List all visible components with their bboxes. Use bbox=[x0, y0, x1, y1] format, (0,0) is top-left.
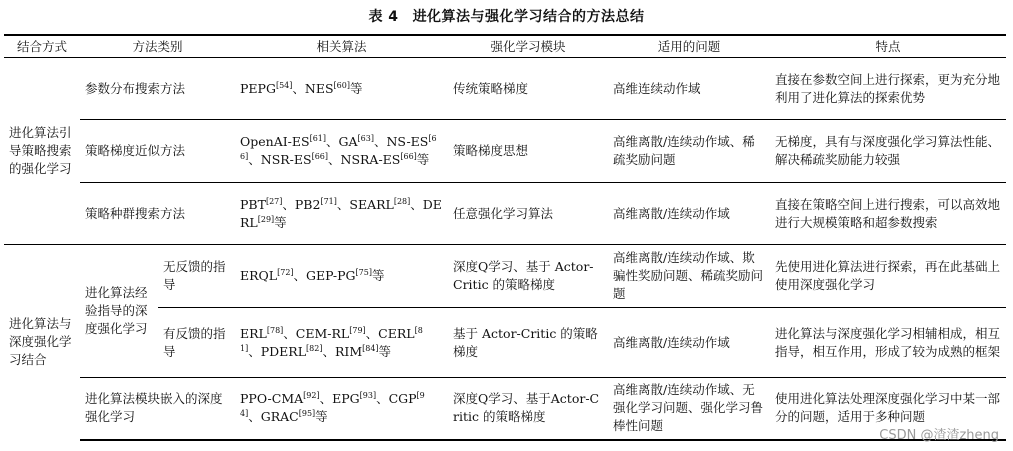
separator: 、 bbox=[322, 343, 335, 359]
reference-marker: [63] bbox=[357, 133, 374, 143]
header-category: 方法类别 bbox=[80, 35, 235, 58]
algorithm-name: NS-ES bbox=[386, 134, 429, 149]
rl-module-cell: 任意强化学习算法 bbox=[448, 183, 608, 245]
etc-suffix: 等 bbox=[378, 343, 392, 359]
category-cell: 策略种群搜索方法 bbox=[80, 183, 235, 245]
algorithms-cell bbox=[235, 58, 448, 120]
reference-marker: [61] bbox=[309, 133, 327, 143]
header-feature: 特点 bbox=[770, 35, 1006, 58]
etc-suffix: 等 bbox=[315, 409, 328, 425]
rl-module-cell: 策略梯度思想 bbox=[448, 120, 608, 183]
methods-table bbox=[4, 34, 1006, 441]
reference-marker: [84] bbox=[362, 343, 379, 353]
table-row bbox=[4, 245, 1006, 308]
algorithms-cell bbox=[235, 378, 448, 440]
problem-cell: 高维离散/连续动作域、欺骗性奖励问题、稀疏奖励问题 bbox=[608, 245, 770, 308]
subgroup-name-cell: 进化算法模块嵌入的深度强化学习 bbox=[80, 378, 235, 440]
reference-marker: [66] bbox=[311, 151, 328, 161]
problem-cell: 高维离散/连续动作域、无强化学习问题、强化学习鲁棒性问题 bbox=[608, 378, 770, 440]
separator: 、 bbox=[373, 134, 387, 149]
feature-cell: 使用进化算法处理深度强化学习中某一部分的问题，适用于多种问题 bbox=[770, 378, 1006, 440]
table-row bbox=[4, 378, 1006, 440]
feature-cell: 直接在参数空间上进行探索，更为充分地利用了进化算法的探索优势 bbox=[770, 58, 1006, 120]
reference-marker: [94] bbox=[240, 391, 425, 419]
header-rl-module: 强化学习模块 bbox=[448, 35, 608, 58]
header-algorithms: 相关算法 bbox=[235, 35, 448, 58]
separator: 、 bbox=[248, 409, 261, 425]
reference-marker: [81] bbox=[240, 325, 423, 353]
table-row bbox=[4, 120, 1006, 183]
feature-cell: 先使用进化算法进行探索，再在此基础上使用深度强化学习 bbox=[770, 245, 1006, 308]
reference-marker: [93] bbox=[359, 391, 377, 401]
header-combination: 结合方式 bbox=[4, 35, 80, 58]
reference-marker: [78] bbox=[266, 325, 284, 335]
algorithm-name: CEM-RL bbox=[295, 325, 350, 341]
reference-marker: [79] bbox=[349, 325, 366, 335]
group-name-cell: 进化算法引导策略搜索的强化学习 bbox=[4, 58, 80, 245]
algorithm-name: EPG bbox=[332, 391, 360, 407]
algorithms-cell bbox=[235, 120, 448, 183]
algorithm-name: GRAC bbox=[260, 409, 299, 425]
algorithm-name: CGP bbox=[388, 391, 417, 407]
separator: 、 bbox=[336, 196, 350, 212]
reference-marker: [95] bbox=[298, 409, 316, 419]
header-row bbox=[4, 35, 1006, 58]
table-title: 进化算法与强化学习结合的方法总结 bbox=[412, 9, 645, 25]
algorithm-name: GEP-PG bbox=[306, 268, 356, 283]
algorithm-name: CERL bbox=[378, 325, 415, 341]
algorithm-name: PB2 bbox=[294, 196, 321, 212]
reference-marker: [66] bbox=[400, 151, 417, 161]
header-problem: 适用的问题 bbox=[608, 35, 770, 58]
reference-marker: [71] bbox=[320, 196, 337, 206]
reference-marker: [28] bbox=[393, 196, 411, 206]
rl-module-cell: 基于 Actor-Critic 的策略梯度 bbox=[448, 308, 608, 378]
separator: 、 bbox=[365, 325, 379, 341]
algorithm-name: RIM bbox=[334, 343, 363, 359]
category-cell: 参数分布搜索方法 bbox=[80, 58, 235, 120]
rl-module-cell: 深度Q学习、基于Actor-Critic 的策略梯度 bbox=[448, 378, 608, 440]
table-caption bbox=[0, 6, 1013, 26]
separator: 、 bbox=[292, 80, 305, 96]
reference-marker: [82] bbox=[306, 343, 323, 353]
reference-marker: [54] bbox=[275, 80, 293, 90]
rl-module-cell: 传统策略梯度 bbox=[448, 58, 608, 120]
algorithm-name: NES bbox=[304, 80, 334, 96]
separator: 、 bbox=[248, 152, 261, 167]
table-row bbox=[4, 183, 1006, 245]
algorithms-cell bbox=[235, 308, 448, 378]
algorithm-name: PDERL bbox=[260, 343, 307, 359]
table-row bbox=[4, 58, 1006, 120]
feature-cell: 直接在策略空间上进行搜索，可以高效地进行大规模策略和超参数搜索 bbox=[770, 183, 1006, 245]
feature-cell: 进化算法与深度强化学习相辅相成，相互指导，相互作用，形成了较为成熟的框架 bbox=[770, 308, 1006, 378]
reference-marker: [60] bbox=[333, 80, 350, 90]
category-cell: 策略梯度近似方法 bbox=[80, 120, 235, 183]
algorithm-name: SEARL bbox=[349, 196, 394, 212]
etc-suffix: 等 bbox=[274, 214, 287, 230]
algorithm-name: NSRA-ES bbox=[340, 152, 401, 167]
etc-suffix: 等 bbox=[349, 80, 363, 96]
subgroup-name-cell: 进化算法经验指导的深度强化学习 bbox=[80, 245, 158, 378]
algorithm-name: PEPG bbox=[240, 80, 276, 96]
subcategory-cell: 无反馈的指导 bbox=[158, 245, 235, 308]
algorithms-cell bbox=[235, 183, 448, 245]
problem-cell: 高维离散/连续动作域 bbox=[608, 183, 770, 245]
etc-suffix: 等 bbox=[416, 152, 430, 167]
reference-marker: [29] bbox=[257, 214, 275, 224]
separator: 、 bbox=[319, 391, 333, 407]
algorithm-name: DERL bbox=[240, 196, 442, 230]
algorithm-name: NSR-ES bbox=[260, 152, 312, 167]
separator: 、 bbox=[293, 268, 307, 283]
reference-marker: [27] bbox=[265, 196, 283, 206]
group-name-cell: 进化算法与深度强化学习结合 bbox=[4, 245, 80, 440]
rl-module-cell: 深度Q学习、基于 Actor-Critic 的策略梯度 bbox=[448, 245, 608, 308]
separator: 、 bbox=[376, 391, 389, 407]
problem-cell: 高维离散/连续动作域 bbox=[608, 308, 770, 378]
algorithms-cell bbox=[235, 245, 448, 308]
feature-cell: 无梯度，具有与深度强化学习算法性能、解决稀疏奖励能力较强 bbox=[770, 120, 1006, 183]
algorithm-name: GA bbox=[338, 134, 358, 149]
separator: 、 bbox=[328, 152, 341, 167]
reference-marker: [66] bbox=[240, 133, 437, 161]
separator: 、 bbox=[282, 196, 295, 212]
table-number: 表 4 bbox=[368, 9, 399, 25]
etc-suffix: 等 bbox=[371, 268, 385, 283]
reference-marker: [72] bbox=[277, 267, 294, 277]
algorithm-name: ERL bbox=[240, 325, 267, 341]
separator: 、 bbox=[326, 134, 339, 149]
watermark: CSDN @渣渣zheng bbox=[879, 428, 999, 443]
algorithm-name: PBT bbox=[240, 196, 266, 212]
algorithm-name: OpenAI-ES bbox=[240, 134, 310, 149]
reference-marker: [75] bbox=[355, 267, 372, 277]
separator: 、 bbox=[410, 196, 423, 212]
reference-marker: [92] bbox=[303, 391, 320, 401]
algorithm-name: ERQL bbox=[240, 268, 278, 283]
problem-cell: 高维连续动作域 bbox=[608, 58, 770, 120]
problem-cell: 高维离散/连续动作域、稀疏奖励问题 bbox=[608, 120, 770, 183]
separator: 、 bbox=[248, 343, 261, 359]
subcategory-cell: 有反馈的指导 bbox=[158, 308, 235, 378]
separator: 、 bbox=[283, 325, 296, 341]
algorithm-name: PPO-CMA bbox=[240, 391, 304, 407]
